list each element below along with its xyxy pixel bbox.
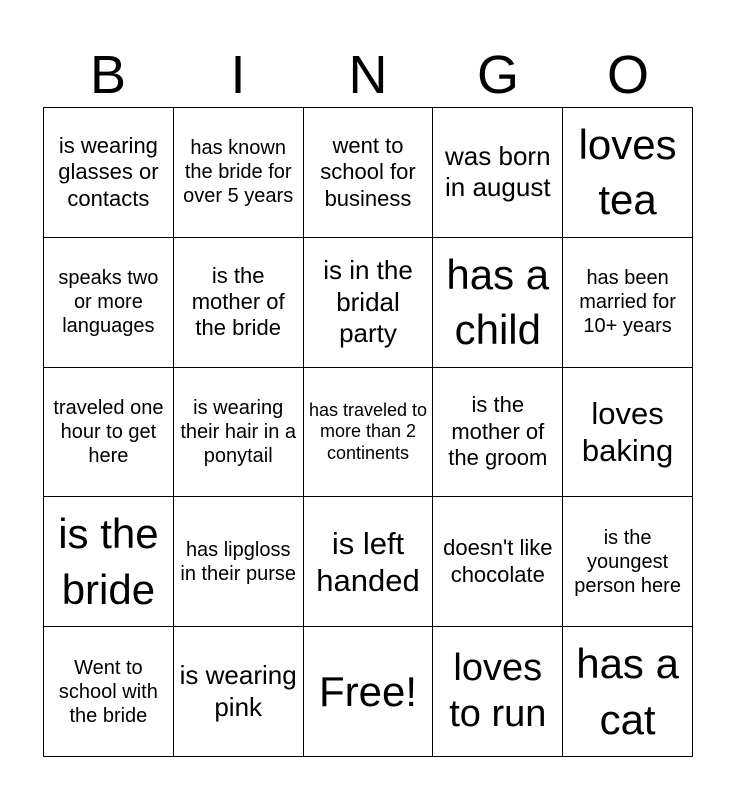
bingo-cell-r1-c4[interactable] xyxy=(433,108,563,238)
bingo-cell-r4-c4[interactable] xyxy=(433,497,563,627)
bingo-cell-r2-c1[interactable] xyxy=(44,238,174,368)
cell-text: has a cat xyxy=(576,640,679,743)
cell-text: is in the bridal party xyxy=(323,255,413,348)
bingo-board xyxy=(43,107,693,757)
bingo-cell-r3-c5[interactable] xyxy=(563,368,693,498)
bingo-cell-r4-c5[interactable] xyxy=(563,497,693,627)
cell-text: is the mother of the bride xyxy=(191,262,285,341)
cell-text: has lipgloss in their purse xyxy=(180,538,296,585)
cell-text: has traveled to more than 2 continents xyxy=(308,399,428,463)
bingo-header xyxy=(43,42,693,108)
cell-text: has a child xyxy=(446,250,550,354)
bingo-cell-r1-c1[interactable] xyxy=(44,108,174,238)
header-letter-o: O xyxy=(606,45,649,105)
bingo-cell-r1-c2[interactable] xyxy=(174,108,304,238)
cell-text: is wearing their hair in a ponytail xyxy=(180,396,296,467)
bingo-cell-r2-c3[interactable] xyxy=(304,238,434,368)
bingo-cell-r5-c4[interactable] xyxy=(433,627,563,757)
bingo-cell-r5-c5[interactable] xyxy=(563,627,693,757)
bingo-cell-r5-c2[interactable] xyxy=(174,627,304,757)
bingo-cell-r3-c4[interactable] xyxy=(433,368,563,498)
cell-text: doesn't like chocolate xyxy=(443,535,553,587)
cell-text: is the youngest person here xyxy=(574,526,681,597)
bingo-cell-r4-c2[interactable] xyxy=(174,497,304,627)
cell-text: traveled one hour to get here xyxy=(53,396,164,467)
bingo-cell-r1-c5[interactable] xyxy=(563,108,693,238)
bingo-cell-r4-c3[interactable] xyxy=(304,497,434,627)
cell-text: has known the bride for over 5 years xyxy=(183,137,294,208)
cell-text: is the bride xyxy=(58,510,159,613)
free-space-text: Free! xyxy=(318,667,417,715)
bingo-cell-r1-c3[interactable] xyxy=(304,108,434,238)
cell-text: is wearing pink xyxy=(179,660,297,722)
cell-text: is wearing glasses or contacts xyxy=(58,132,159,211)
cell-text: has been married for 10+ years xyxy=(579,267,676,338)
cell-text: was born in august xyxy=(445,141,551,203)
cell-text: is the mother of the groom xyxy=(448,392,548,471)
cell-text: loves to run xyxy=(449,647,547,735)
bingo-cell-r3-c2[interactable] xyxy=(174,368,304,498)
cell-text: speaks two or more languages xyxy=(58,267,159,338)
cell-text: loves baking xyxy=(581,395,674,468)
bingo-cell-r2-c2[interactable] xyxy=(174,238,304,368)
bingo-cell-r3-c1[interactable] xyxy=(44,368,174,498)
bingo-cell-free[interactable] xyxy=(304,627,434,757)
header-letter-n: N xyxy=(348,45,388,105)
cell-text: is left handed xyxy=(316,525,420,598)
bingo-cell-r5-c1[interactable] xyxy=(44,627,174,757)
cell-text: Went to school with the bride xyxy=(58,656,158,727)
bingo-cell-r2-c5[interactable] xyxy=(563,238,693,368)
bingo-cell-r4-c1[interactable] xyxy=(44,497,174,627)
bingo-cell-r3-c3[interactable] xyxy=(304,368,434,498)
header-letter-i: I xyxy=(230,45,246,105)
header-letter-b: B xyxy=(89,45,127,105)
header-letter-g: G xyxy=(476,45,519,105)
cell-text: went to school for business xyxy=(320,132,416,211)
bingo-cell-r2-c4[interactable] xyxy=(433,238,563,368)
cell-text: loves tea xyxy=(578,120,677,224)
